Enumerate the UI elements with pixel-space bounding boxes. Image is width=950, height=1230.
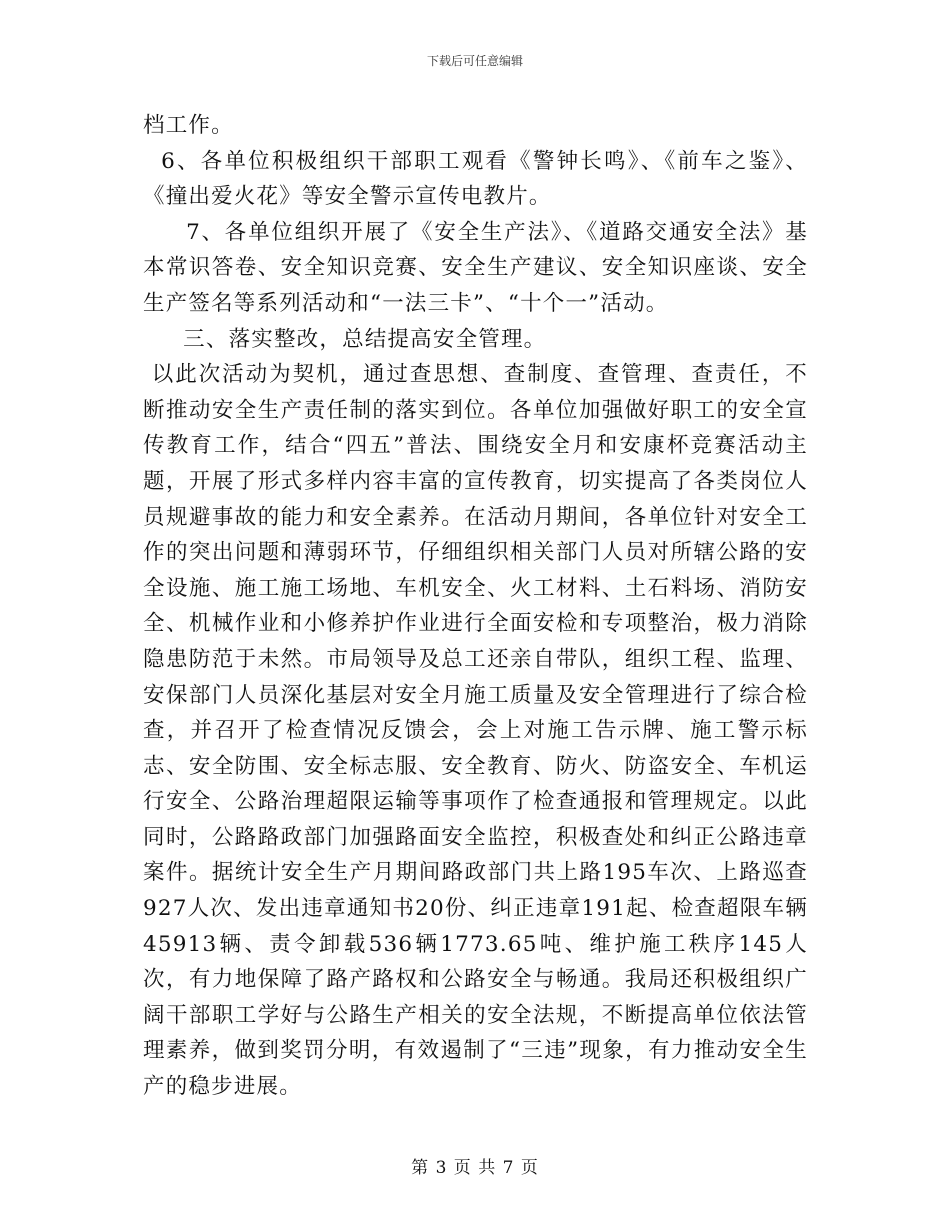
paragraph-item-6: 6、各单位积极组织干部职工观看《警钟长鸣》、《前车之鉴》、《撞出爱火花》等安全警示宣传电教片。 — [143, 148, 808, 210]
page-header: 下载后可任意编辑 — [426, 54, 523, 68]
paragraph-section-3-body: 以此次活动为契机，通过查思想、查制度、查管理、查责任，不断推动安全生产责任制的落实到位。各单位加强做好职工的安全宣传教育工作，结合“四五”普法、围绕安全月和安康杯竞赛活动主题，开展了形式多样内容丰富的宣传教育，切实提高了各类岗位人员规避事故的能力和安全素养。在活动月期间，各单位针对安全工作的突出问题和薄弱环节，仔细组织相关部门人员对所辖公路的安全设施、施工施工场地、车机安全、火工材料、土石料场、消防安全、机械作业和小修养护作业进行全面安检和专项整治，极力消除隐患防范于未然。市局领导及总工还亲自带队，组织工程、监理、安保部门人员深化基层对安全月施工质量及安全管理进行了综合检查，并召开了检查情况反馈会，会上对施工告示牌、施工警示标志、安全防围、安全标志服、安全教育、防火、防盗安全、车机运行安全、公路治理超限运输等事项作了检查通报和管理规定。以此同时，公路路政部门加强路面安全监控，积极查处和纠正公路违章案件。据统计安全生产月期间路政部门共上路195车次、上路巡查927人次、发出违章通知书20份、纠正违章191起、检查超限车辆45913辆、责令卸载536辆1773.65吨、维护施工秩序145人次，有力地保障了路产路权和公路安全与畅通。我局还积极组织广阔干部职工学好与公路生产相关的安全法规，不断提高单位依法管理素养，做到奖罚分明，有效遏制了“三违”现象，有力推动安全生产的稳步进展。 — [143, 362, 808, 1100]
paragraph-archive-work: 档工作。 — [143, 113, 234, 138]
document-body — [143, 108, 808, 1105]
paragraph-item-7: 7、各单位组织开展了《安全生产法》、《道路交通安全法》基本常识答卷、安全知识竞赛、安全生产建议、安全知识座谈、安全生产签名等系列活动和“一法三卡”、“十个一”活动。 — [143, 219, 808, 316]
section-heading-3: 三、落实整改，总结提高安全管理。 — [143, 326, 547, 352]
page-number-footer: 第 3 页 共 7 页 — [411, 1158, 539, 1178]
